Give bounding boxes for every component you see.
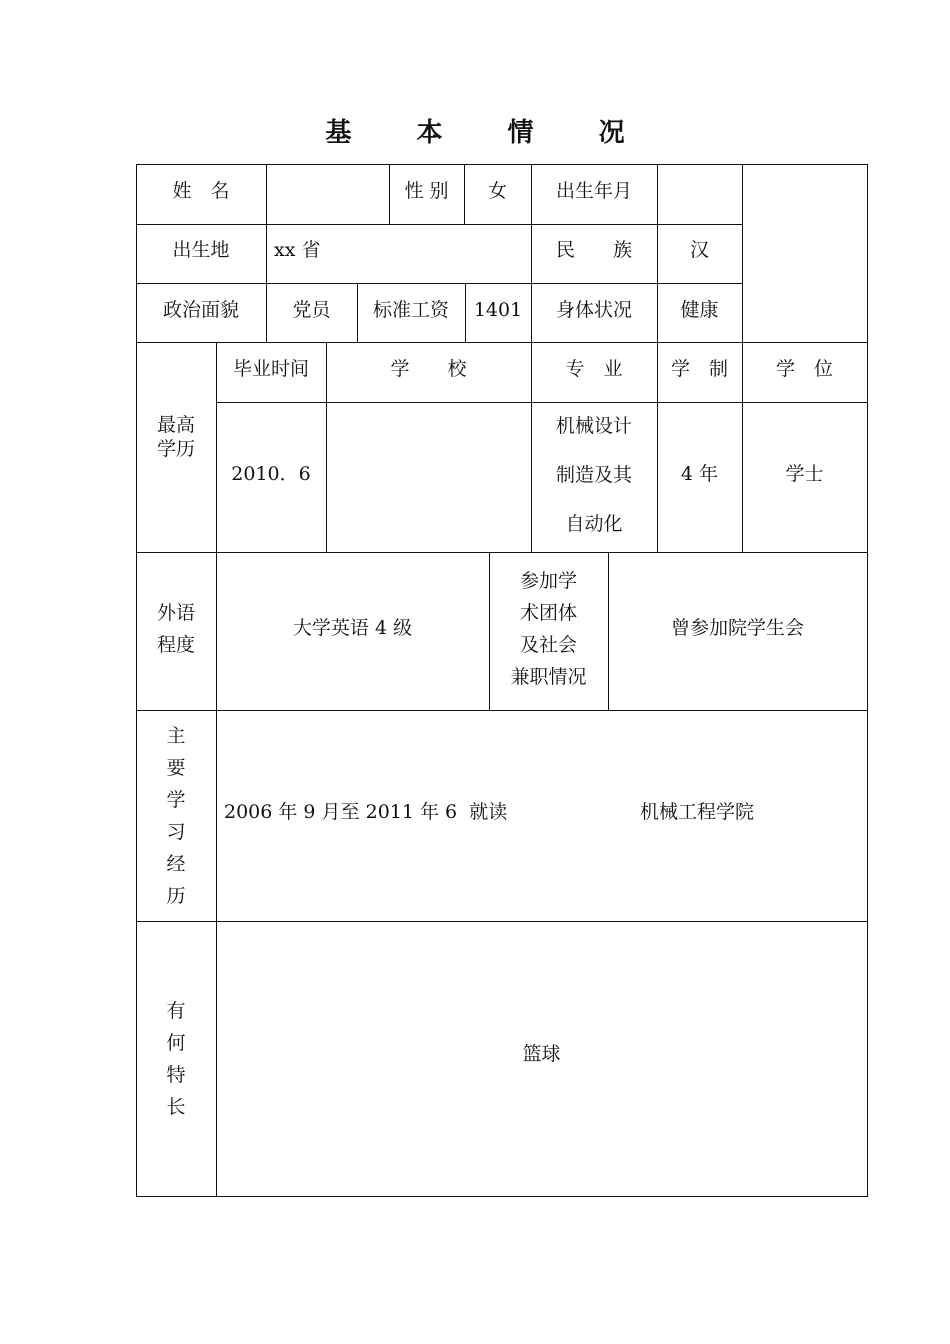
rule: [867, 164, 868, 1196]
education-label-line: 最高: [156, 414, 195, 436]
ethnicity-value: 汉: [689, 238, 709, 261]
specialty-label-char: 有: [166, 999, 186, 1022]
study-label-char: 历: [166, 884, 186, 907]
school-value: [326, 402, 531, 548]
activities-label-line: 及社会: [519, 634, 577, 656]
activities-label-line: 兼职情况: [510, 666, 587, 688]
study-label-char: 学: [166, 788, 186, 811]
study-label-char: 经: [166, 852, 186, 875]
degree-value: 学士: [785, 463, 824, 486]
activities-value: 曾参加院学生会: [670, 617, 804, 640]
study-label-char: 习: [166, 820, 186, 843]
study-label: [136, 710, 216, 921]
birth-date-label: 出生年月: [555, 180, 632, 203]
specialty-label-char: 何: [166, 1031, 186, 1054]
activities-label: [489, 552, 608, 706]
duration-header: 学 制: [670, 358, 728, 381]
gender-label: 性 别: [404, 180, 449, 203]
education-label: [136, 342, 216, 552]
name-label: 姓 名: [172, 180, 230, 203]
specialty-label: [136, 921, 216, 1196]
birthplace-value: xx 省: [274, 238, 321, 261]
language-label: [136, 552, 216, 706]
ethnicity-label: 民 族: [555, 238, 632, 261]
activities-label-line: 参加学: [519, 570, 577, 592]
salary-value: 1401: [473, 298, 523, 321]
major-line: 机械设计: [555, 414, 632, 437]
specialty-label-char: 特: [166, 1063, 186, 1086]
specialty-value: 篮球: [522, 1043, 561, 1066]
grad-time-header: 毕业时间: [232, 358, 309, 381]
birth-date-value: [657, 164, 742, 220]
grad-time-value: 2010．6: [231, 463, 311, 486]
birthplace-label: 出生地: [172, 238, 230, 261]
name-value: [266, 164, 389, 220]
study-label-char: 主: [166, 724, 186, 747]
major-header: 专 业: [565, 358, 623, 381]
major-value: [531, 402, 657, 548]
duration-value: 4 年: [680, 463, 719, 486]
language-label-line: 程度: [156, 634, 195, 656]
photo-area: [742, 164, 867, 342]
language-label-line: 外语: [156, 602, 195, 624]
activities-label-line: 术团体: [519, 602, 577, 624]
rule: [136, 1196, 868, 1197]
study-label-char: 要: [166, 756, 186, 779]
degree-header: 学 位: [775, 358, 833, 381]
language-value: 大学英语 4 级: [292, 617, 413, 640]
specialty-label-char: 长: [166, 1095, 186, 1118]
study-college: 机械工程学院: [640, 800, 755, 823]
salary-label: 标准工资: [372, 298, 449, 321]
health-label: 身体状况: [555, 298, 632, 321]
major-line: 自动化: [565, 512, 623, 535]
major-line: 制造及其: [555, 463, 632, 486]
page-title: 基 本 情 况: [325, 118, 653, 148]
health-value: 健康: [680, 298, 719, 321]
political-status-label: 政治面貌: [162, 298, 239, 321]
gender-value: 女: [487, 180, 507, 203]
school-header: 学 校: [390, 358, 467, 381]
education-label-line: 学历: [156, 438, 195, 460]
study-period: 2006 年 9 月至 2011 年 6 就读: [224, 800, 508, 823]
political-status-value: 党员: [292, 298, 331, 321]
